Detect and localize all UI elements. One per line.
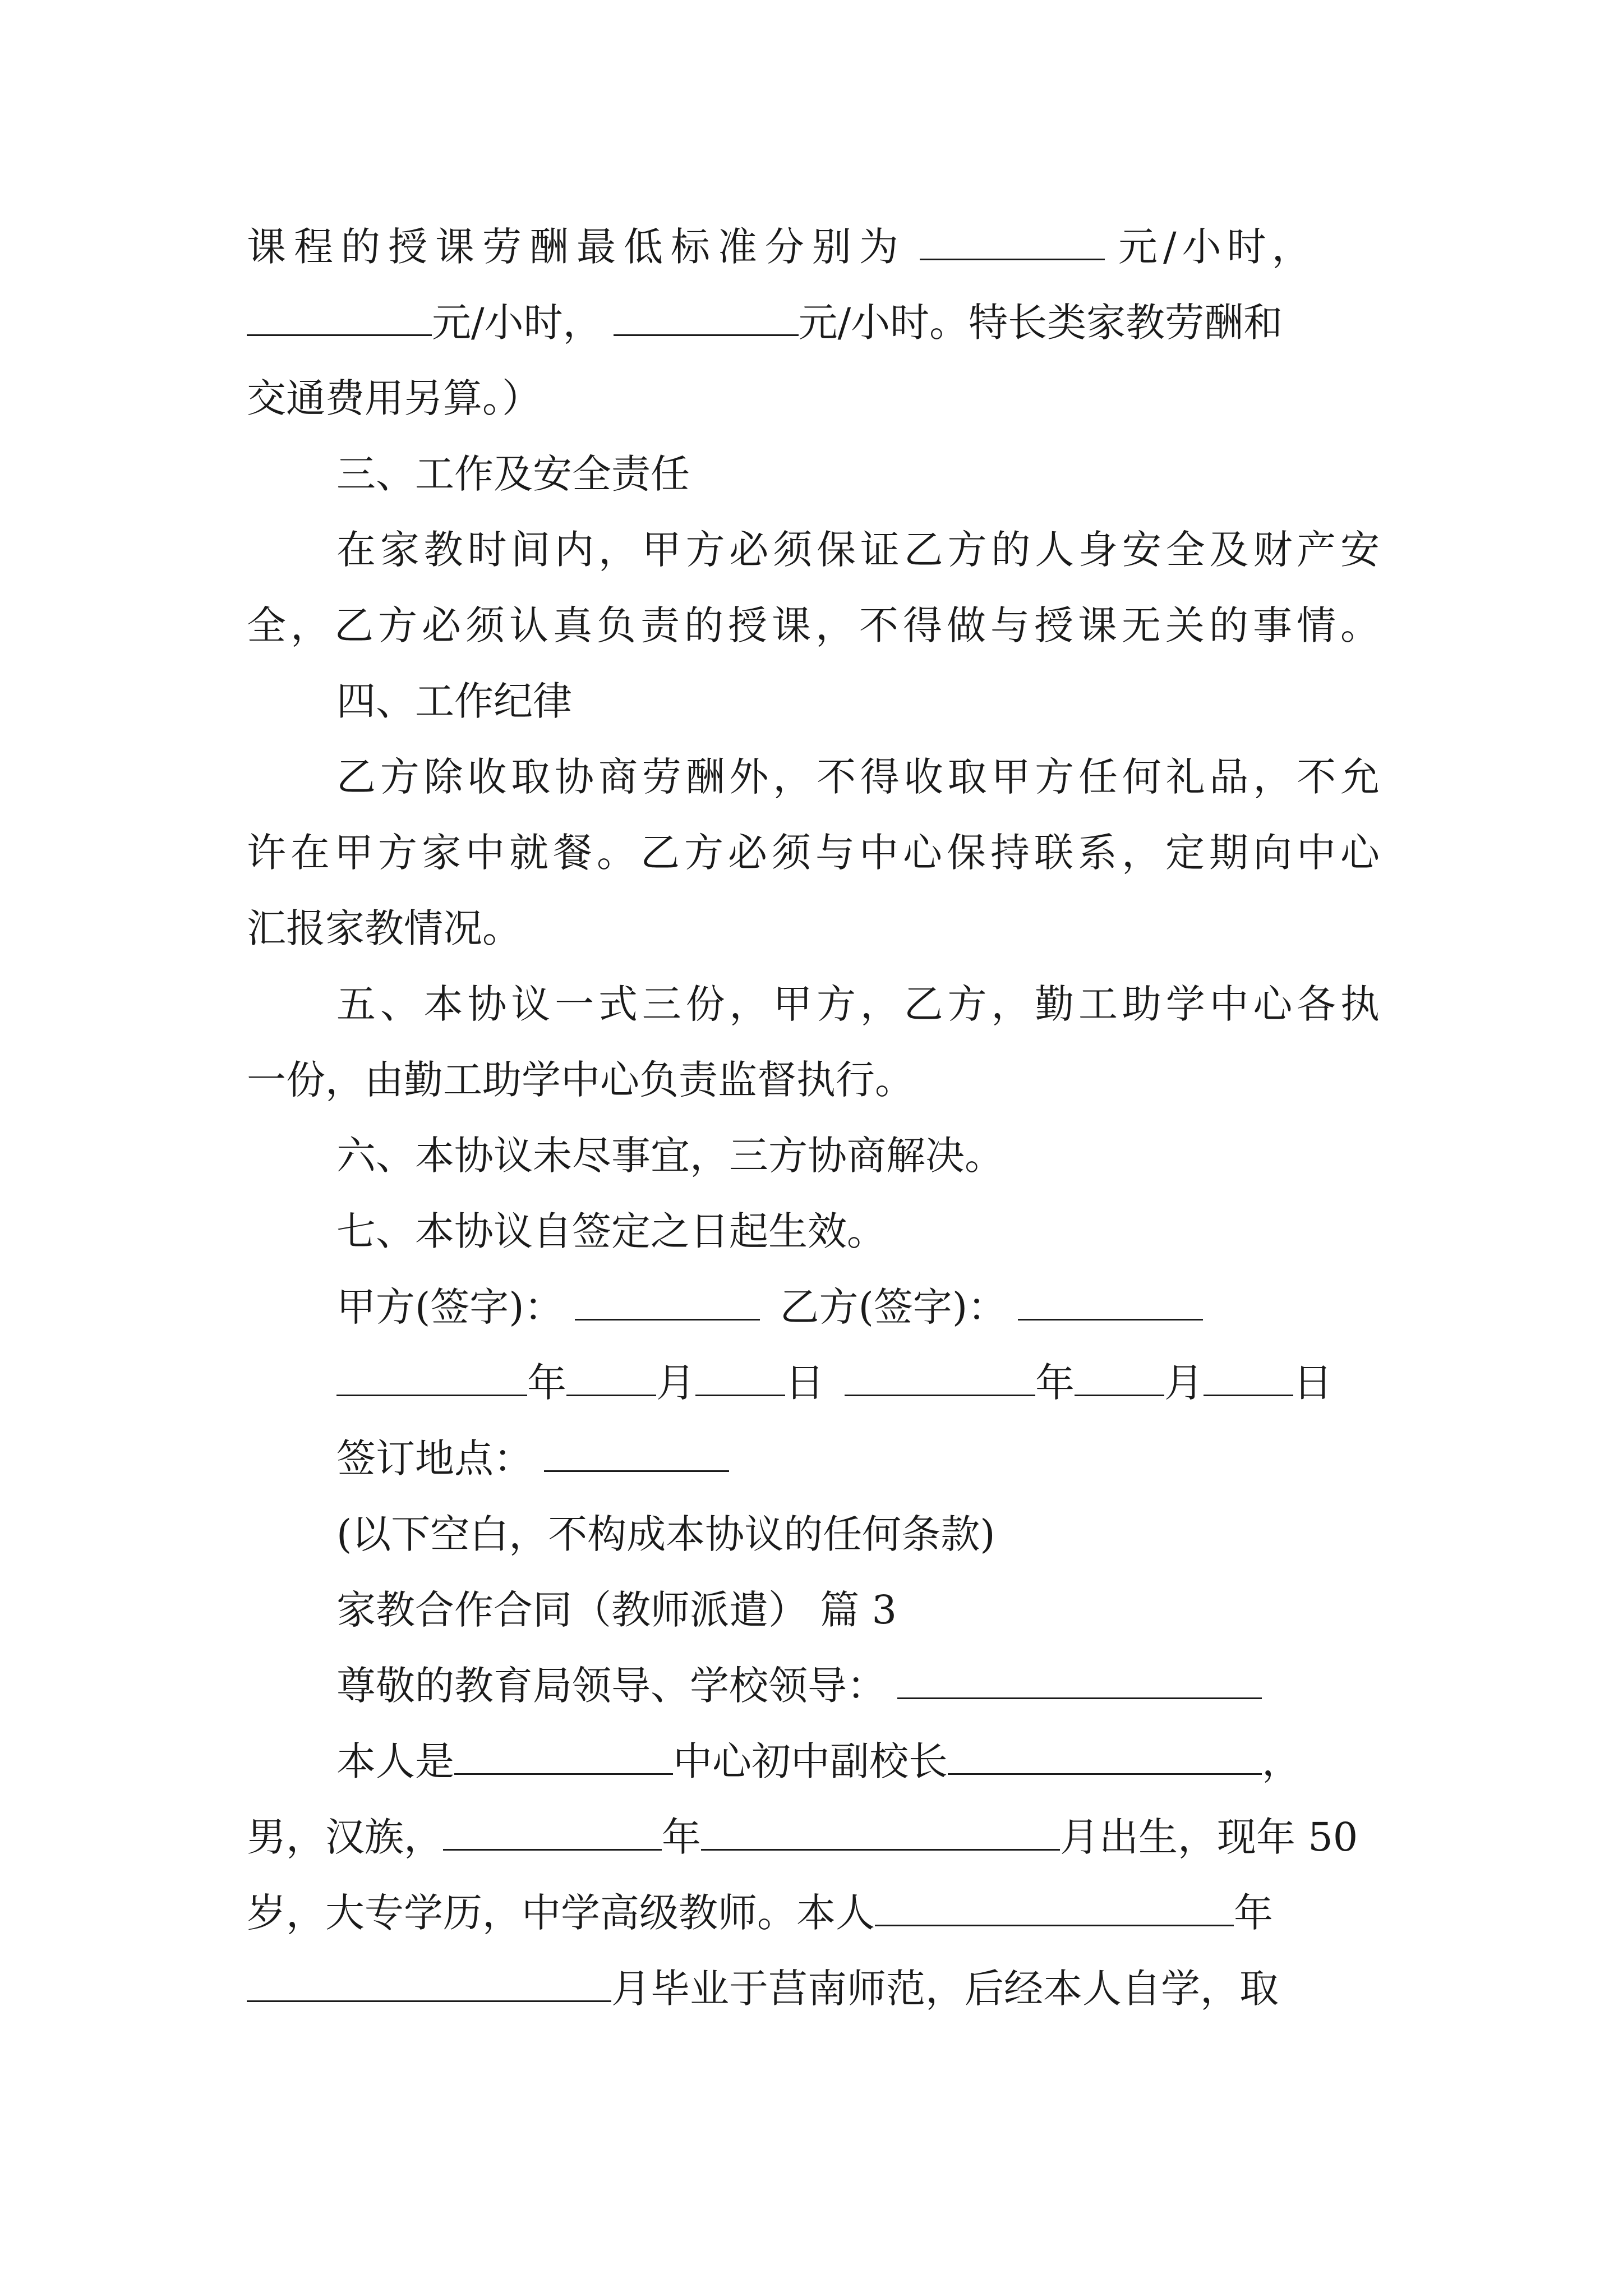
- fill-in-blank[interactable]: [443, 1815, 662, 1851]
- text-line: 七、本协议自签定之日起生效。: [336, 1208, 886, 1254]
- line-text: 岁，大专学历，中学高级教师。本人: [247, 1890, 875, 1936]
- date-label: 月: [656, 1360, 695, 1406]
- party-b-sign-label: 乙方(签字)：: [780, 1284, 1007, 1330]
- line-text: 元/小时，: [432, 300, 602, 346]
- signing-place-line: [336, 1430, 1380, 1487]
- text-line: [247, 1885, 1380, 1941]
- signature-line: [336, 1279, 1380, 1335]
- text-line: 乙方除收取协商劳酬外，不得收取甲方任何礼品，不允: [336, 754, 1380, 800]
- fill-in-blank[interactable]: [701, 1815, 1060, 1851]
- date-label: 月: [1164, 1360, 1204, 1406]
- line-text: ，: [1262, 1738, 1301, 1784]
- fill-in-blank[interactable]: [875, 1890, 1234, 1926]
- line-text: 月出生，现年 50: [1060, 1814, 1358, 1860]
- month-blank[interactable]: [1075, 1360, 1164, 1396]
- date-label: 日: [1293, 1360, 1332, 1406]
- line-text: 月毕业于莒南师范，后经本人自学，取: [611, 1966, 1279, 2012]
- line-text: 本人是: [336, 1738, 454, 1784]
- line-text: 年: [1234, 1890, 1273, 1936]
- fill-in-blank[interactable]: [247, 1966, 611, 2002]
- day-blank[interactable]: [695, 1360, 785, 1396]
- text-line: 五、本协议一式三份，甲方，乙方，勤工助学中心各执: [336, 981, 1380, 1027]
- year-blank[interactable]: [336, 1360, 527, 1396]
- text-line: 在家教时间内，甲方必须保证乙方的人身安全及财产安: [336, 527, 1380, 573]
- text-line: [247, 219, 1380, 275]
- date-label: 年: [527, 1360, 566, 1406]
- date-label: 日: [785, 1360, 824, 1406]
- text-line: [247, 1809, 1380, 1865]
- salutation-line: [336, 1658, 1380, 1714]
- text-line: 汇报家教情况。: [247, 905, 522, 951]
- line-text: 课程的授课劳酬最低标准分别为: [247, 224, 906, 270]
- text-line: [247, 295, 1380, 351]
- text-line: (以下空白，不构成本协议的任何条款): [336, 1511, 995, 1557]
- fill-in-blank[interactable]: [614, 300, 799, 336]
- section-heading: 四、工作纪律: [336, 678, 572, 724]
- fill-in-blank[interactable]: [897, 1663, 1262, 1699]
- text-line: 六、本协议未尽事宜，三方协商解决。: [336, 1133, 1004, 1179]
- text-line: 交通费用另算。）: [247, 375, 541, 421]
- text-line: 全，乙方必须认真负责的授课，不得做与授课无关的事情。: [247, 602, 1380, 648]
- salutation-text: 尊敬的教育局领导、学校领导：: [336, 1663, 886, 1709]
- text-line: [336, 1733, 1380, 1789]
- fill-in-blank[interactable]: [948, 1739, 1262, 1775]
- line-text: 年: [662, 1814, 701, 1860]
- section-heading: 三、工作及安全责任: [336, 451, 690, 497]
- line-text: 中心初中副校长: [673, 1738, 948, 1784]
- party-a-sign-label: 甲方(签字)：: [336, 1284, 564, 1330]
- year-blank[interactable]: [845, 1360, 1035, 1396]
- fill-in-blank[interactable]: [920, 224, 1105, 260]
- party-a-sign-blank[interactable]: [575, 1285, 760, 1320]
- text-line: [247, 1961, 1380, 2017]
- signing-place-label: 签订地点：: [336, 1435, 533, 1481]
- signing-place-blank[interactable]: [544, 1436, 729, 1472]
- party-b-sign-blank[interactable]: [1018, 1285, 1203, 1320]
- text-line: 一份，由勤工助学中心负责监督执行。: [247, 1057, 914, 1103]
- day-blank[interactable]: [1204, 1360, 1293, 1396]
- fill-in-blank[interactable]: [247, 300, 432, 336]
- line-text: 男，汉族，: [247, 1814, 443, 1860]
- fill-in-blank[interactable]: [454, 1739, 673, 1775]
- text-line: 许在甲方家中就餐。乙方必须与中心保持联系，定期向中心: [247, 830, 1380, 876]
- line-text: 元/小时，: [1118, 224, 1317, 270]
- document-subtitle: 家教合作合同（教师派遣） 篇 3: [336, 1587, 897, 1633]
- line-text: 元/小时。特长类家教劳酬和: [798, 300, 1283, 346]
- month-blank[interactable]: [566, 1360, 656, 1396]
- date-line: [336, 1355, 1380, 1411]
- date-label: 年: [1035, 1360, 1075, 1406]
